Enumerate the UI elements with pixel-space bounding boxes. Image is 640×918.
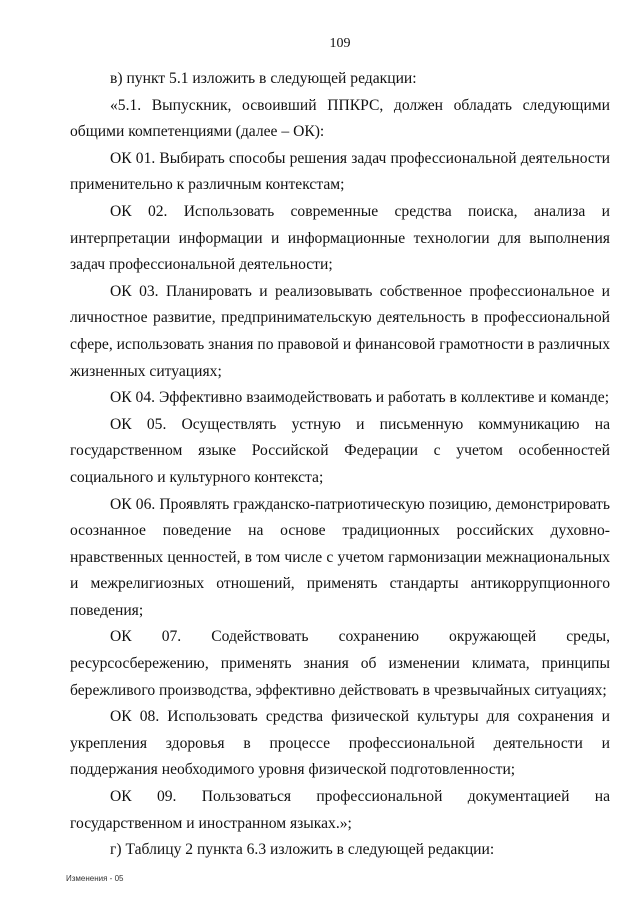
paragraph-ok-07: ОК 07. Содействовать сохранению окружающей среды, ресурсосбережению, применять знания об изменении климата, принципы бережливого производства, эффективно действовать в чрезвычайных ситуациях; — [70, 628, 610, 699]
paragraph-ok-05: ОК 05. Осуществлять устную и письменную коммуникацию на государственном языке Российской Федерации с учетом особенностей социального и культурного контекста; — [70, 415, 610, 486]
paragraph-ok-09: ОК 09. Пользоваться профессиональной документацией на государственном и иностранном языках.»; — [70, 788, 610, 832]
document-body — [70, 66, 610, 864]
paragraph-ok-08: ОК 08. Использовать средства физической культуры для сохранения и укрепления здоровья в процессе профессиональной деятельности и поддержания необходимого уровня физической подготовленности; — [70, 708, 610, 779]
paragraph-ok-04: ОК 04. Эффективно взаимодействовать и работать в коллективе и команде; — [110, 389, 610, 407]
paragraph-ok-01: ОК 01. Выбирать способы решения задач профессиональной деятельности применительно к различным контекстам; — [70, 149, 610, 194]
paragraph-ok-03: ОК 03. Планировать и реализовывать собственное профессиональное и личностное развитие, предпринимательскую деятельность в профессиональной сфере, использовать знания по правовой и финансовой грамотности в различных жизненных ситуациях; — [70, 282, 610, 380]
paragraph-ok-06: ОК 06. Проявлять гражданско-патриотическую позицию, демонстрировать осознанное поведение на основе традиционных российских духовно-нравственных ценностей, в том числе с учетом гармонизации межнациональных и межрелигиозных отношений, применять стандарты антикоррупционного поведения; — [70, 495, 610, 619]
paragraph-5-1-intro: «5.1. Выпускник, освоивший ППКРС, должен обладать следующими общими компетенциями (далее – ОК): — [70, 96, 610, 141]
paragraph-amend-5-1: в) пункт 5.1 изложить в следующей редакции: — [110, 70, 417, 87]
paragraph-amend-table-2: г) Таблицу 2 пункта 6.3 изложить в следующей редакции: — [110, 841, 495, 859]
footer-note: Изменения - 05 — [66, 874, 124, 883]
paragraph-ok-02: ОК 02. Использовать современные средства поиска, анализа и интерпретации информации и информационные технологии для выполнения задач профессиональной деятельности; — [70, 202, 610, 274]
page-number: 109 — [329, 36, 351, 51]
